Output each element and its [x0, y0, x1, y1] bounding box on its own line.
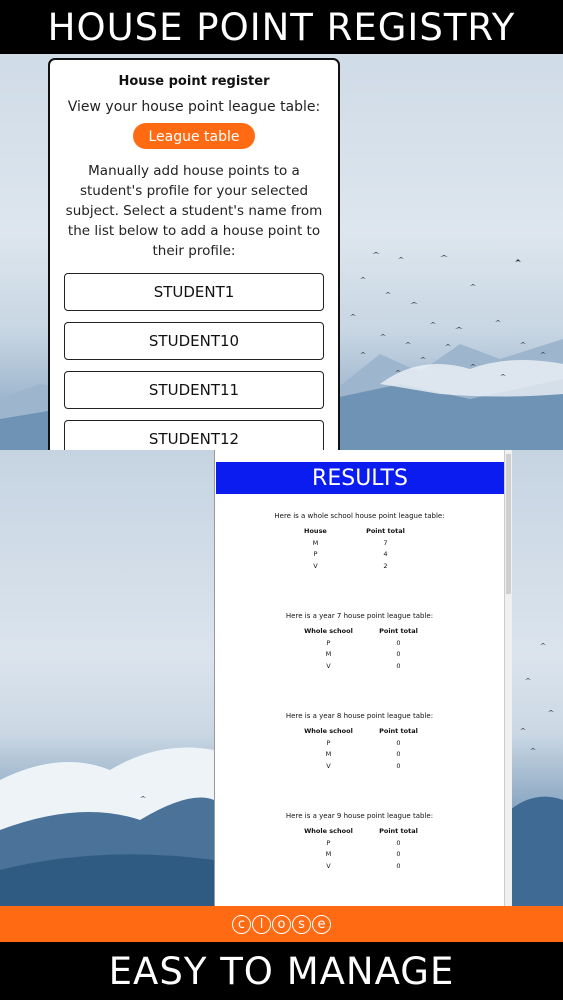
table-row [290, 548, 430, 560]
column-header: Point total [379, 827, 418, 835]
table-cell: 0 [396, 650, 401, 658]
league-table-block [215, 712, 504, 771]
league-table-block [215, 612, 504, 671]
table-cell: V [326, 861, 331, 870]
table-cell: 0 [396, 850, 401, 858]
table-cell: V [326, 761, 331, 770]
brand-bar [0, 906, 563, 942]
table-row [290, 759, 430, 771]
league-table-block [215, 812, 504, 871]
results-panel [214, 450, 511, 906]
table-row [290, 848, 430, 860]
column-header: Whole school [304, 827, 353, 835]
scrollbar-thumb[interactable] [506, 454, 511, 594]
table-row [290, 748, 430, 760]
table-caption: Here is a year 9 house point league table: [285, 812, 434, 820]
table-cell: M [325, 750, 332, 758]
league-table [290, 726, 430, 771]
student-button[interactable]: STUDENT10 [64, 322, 324, 360]
table-row [290, 636, 430, 648]
table-row [290, 559, 430, 571]
instructions-text: Manually add house points to a student's profile for your selected subject. Select a student's name from the list below to add a house point to their profile: [65, 163, 323, 259]
table-caption: Here is a year 7 house point league table: [285, 612, 434, 620]
column-header: Whole school [304, 627, 353, 635]
student-button[interactable]: STUDENT12 [64, 420, 324, 450]
table-caption: Here is a whole school house point league table: [274, 512, 445, 520]
table-cell: V [326, 661, 331, 670]
table-cell: 0 [396, 750, 401, 758]
logo-letter: o [272, 915, 291, 934]
logo-letter: c [232, 915, 251, 934]
column-header: Point total [379, 627, 418, 635]
table-cell: 0 [396, 738, 401, 747]
table-row [290, 836, 430, 848]
bottom-banner-title: EASY TO MANAGE [0, 942, 563, 1000]
table-cell: 0 [396, 861, 401, 870]
table-cell: P [326, 838, 331, 847]
close-logo [232, 915, 331, 934]
column-header: Whole school [304, 727, 353, 735]
top-banner-title: HOUSE POINT REGISTRY [0, 0, 563, 54]
logo-letter: e [312, 915, 331, 934]
table-cell: P [326, 738, 331, 747]
table-row [290, 659, 430, 671]
table-cell: M [312, 538, 319, 547]
results-scrollbar[interactable] [504, 450, 512, 906]
table-cell: 0 [396, 638, 401, 647]
table-row [290, 536, 430, 548]
league-table [290, 526, 430, 571]
table-caption: Here is a year 8 house point league table: [285, 712, 434, 720]
league-table [290, 626, 430, 671]
table-row [290, 859, 430, 871]
table-cell: M [325, 850, 332, 858]
table-cell: 0 [396, 661, 401, 670]
table-cell: P [313, 550, 318, 558]
league-table-block [215, 512, 504, 571]
league-table [290, 826, 430, 871]
table-cell: 0 [396, 761, 401, 770]
logo-letter: l [252, 915, 271, 934]
table-cell: 2 [383, 561, 388, 570]
table-cell: V [313, 561, 318, 570]
table-cell: 4 [383, 550, 388, 558]
column-header: Point total [366, 527, 405, 535]
student-button[interactable]: STUDENT11 [64, 371, 324, 409]
league-prompt: View your house point league table: [67, 99, 321, 115]
column-header: Point total [379, 727, 418, 735]
table-cell: M [325, 650, 332, 658]
house-point-register-panel [48, 58, 340, 450]
panel-title: House point register [118, 74, 270, 89]
column-header: House [304, 527, 327, 535]
table-row [290, 736, 430, 748]
results-title: RESULTS [216, 462, 504, 494]
league-table-button[interactable]: League table [133, 123, 255, 149]
table-cell: 7 [383, 538, 388, 547]
table-cell: 0 [396, 838, 401, 847]
logo-letter: s [292, 915, 311, 934]
table-cell: P [326, 638, 331, 647]
student-list [50, 273, 338, 450]
table-row [290, 648, 430, 660]
student-button[interactable]: STUDENT1 [64, 273, 324, 311]
